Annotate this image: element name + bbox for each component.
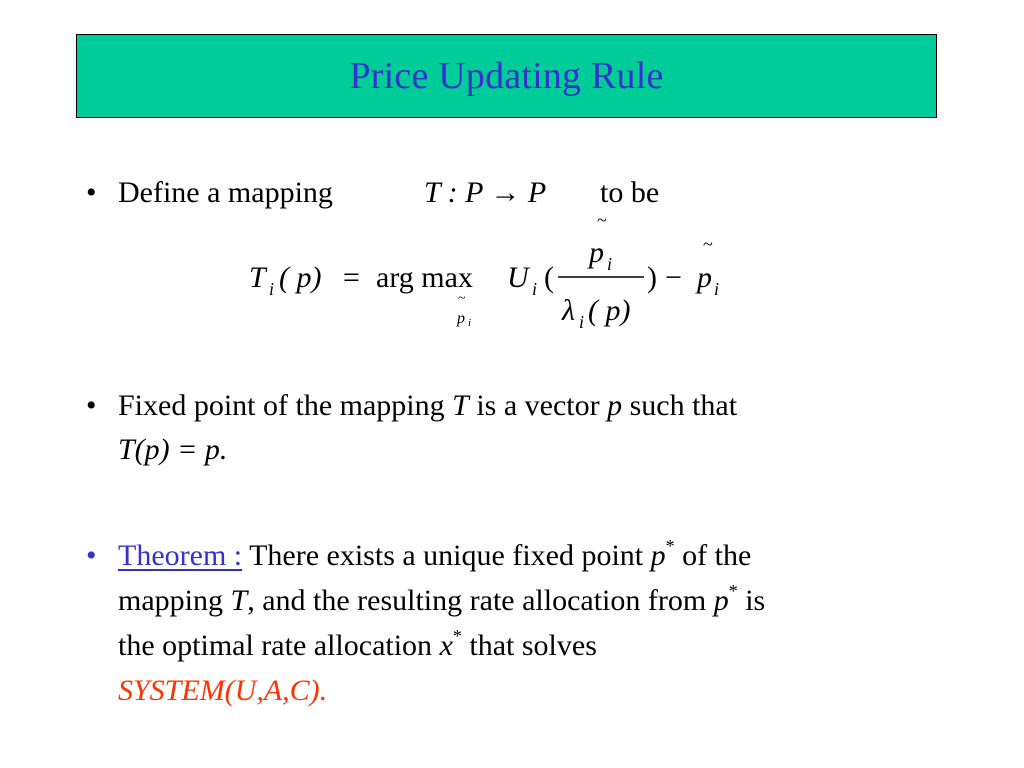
bullet-1-suffix: to be (600, 176, 660, 209)
formula-sub-i: i (269, 279, 275, 299)
formula-argmax-sub-i: i (468, 317, 472, 329)
formula-num-p: p (589, 236, 604, 269)
formula-last-tilde: ~ (703, 234, 713, 254)
formula-last-p: p (697, 261, 712, 294)
bullet-dot: • (86, 539, 97, 572)
bullet-3-line-3-x: x (439, 629, 453, 662)
formula-num-sub-i: i (607, 254, 613, 274)
formula-close-paren: ) (647, 261, 657, 294)
mapping-formula: T : P → P (424, 176, 547, 209)
bullet-3-text-b: of the (674, 539, 752, 572)
formula-p-paren: ( p) (279, 261, 322, 294)
theorem-link[interactable]: Theorem : (118, 539, 243, 572)
bullet-3-line-3-star: * (452, 626, 462, 646)
formula-equals: = (343, 261, 360, 294)
formula-argmax: arg max (376, 261, 473, 294)
bullet-3-line-3-b: that solves (461, 629, 597, 662)
bullet-3-text-a: There exists a unique fixed point (242, 539, 651, 572)
formula-open-paren: ( (544, 261, 554, 294)
formula-U: U (507, 261, 529, 294)
bullet-1-prefix: Define a mapping (118, 176, 333, 209)
bullet-2-text-c: such that (622, 389, 738, 422)
bullet-dot: • (86, 389, 97, 422)
formula-argmax-tilde: ~ (458, 291, 466, 306)
bullet-2-T: T (452, 389, 469, 422)
formula-lambda: λ (562, 294, 575, 327)
bullet-3-p: p (650, 539, 666, 572)
formula-den-p-paren: ( p) (588, 294, 631, 327)
bullet-dot: • (86, 176, 97, 209)
bullet-2-line-2: T(p) = p. (118, 433, 228, 466)
formula-argmax-p: p (457, 310, 465, 327)
formula-num-tilde: ~ (597, 210, 607, 230)
bullet-3-line-2-star: * (728, 581, 738, 601)
bullet-3-star: * (665, 536, 675, 556)
formula-lambda-sub-i: i (579, 312, 585, 332)
formula-last-sub-i: i (714, 279, 720, 299)
bullet-3-line-2-c: is (737, 584, 766, 617)
bullet-3-line-2-a: mapping (118, 584, 231, 617)
bullet-2-text-b: is a vector (468, 389, 608, 422)
bullet-3-line-2 (118, 581, 766, 617)
slide-title: Price Updating Rule (349, 55, 664, 97)
bullet-3-line-3-a: the optimal rate allocation (118, 629, 440, 662)
bullet-3-line-2-T: T (230, 584, 248, 617)
bullet-2-p: p (607, 389, 623, 422)
formula-minus: − (665, 261, 682, 294)
bullet-2-text-a: Fixed point of the mapping (118, 389, 453, 422)
system-reference: SYSTEM(U,A,C). (118, 674, 328, 707)
bullet-3-line-2-p: p (713, 584, 729, 617)
formula-U-sub-i: i (532, 279, 538, 299)
bullet-3-line-2-b: , and the resulting rate allocation from (247, 584, 714, 617)
bullet-3-line-3 (118, 626, 597, 662)
bullet-2-line-1 (118, 391, 737, 421)
formula-T: T (249, 261, 266, 294)
bullet-3-line-1 (118, 536, 752, 572)
